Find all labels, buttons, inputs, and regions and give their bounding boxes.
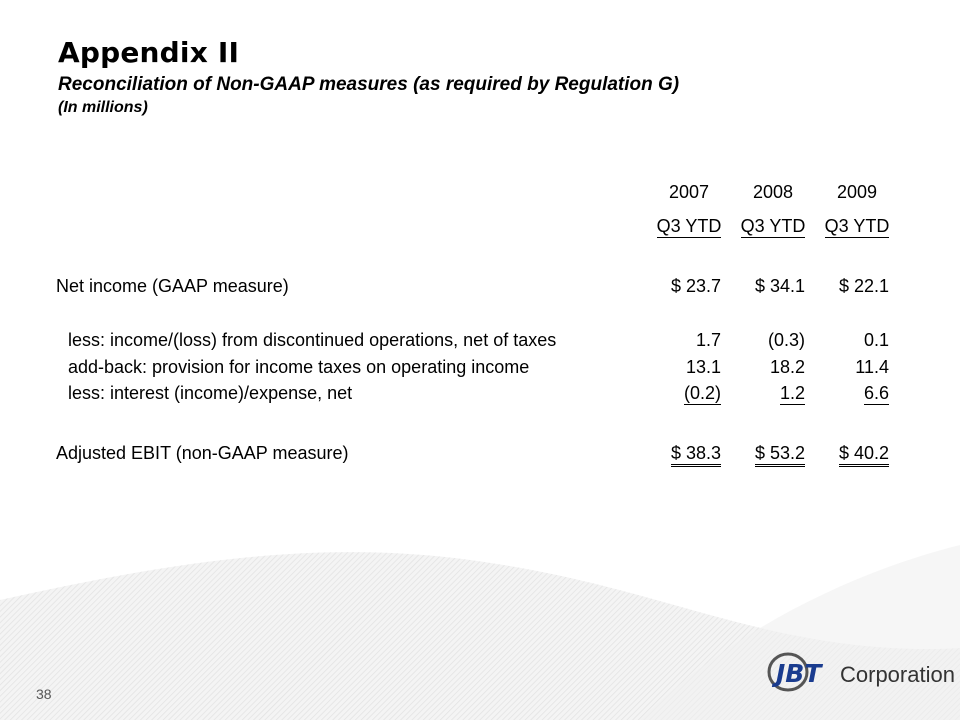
row-label-net-income: Net income (GAAP measure) (56, 276, 289, 296)
table-cell: $ 40.2 (817, 443, 889, 464)
table-cell: $ 53.2 (733, 443, 805, 464)
table-cell: $ 23.7 (670, 276, 721, 296)
table-cell: $ 38.3 (649, 443, 721, 464)
year-header-2007: 2007 (668, 182, 710, 202)
row-label-income-taxes: add-back: provision for income taxes on operating income (68, 357, 530, 377)
table-cell: 1.2 (779, 383, 805, 403)
table-cell: (0.3) (767, 330, 805, 350)
logo-text: Corporation (840, 662, 955, 687)
table-cell: 11.4 (855, 357, 889, 377)
row-label-discontinued-ops: less: income/(loss) from discontinued operations, net of taxes (68, 330, 557, 350)
table-cell: 18.2 (769, 357, 805, 377)
period-header: Q3 YTD (740, 216, 806, 236)
units-note: (In millions) (58, 99, 148, 116)
logo-mark: JBT (776, 659, 822, 688)
table-cell: $ 34.1 (754, 276, 805, 296)
table-cell: 13.1 (685, 357, 721, 377)
row-label-adjusted-ebit: Adjusted EBIT (non-GAAP measure) (56, 443, 349, 463)
table-cell: (0.2) (683, 383, 721, 403)
period-header: Q3 YTD (656, 216, 722, 236)
table-cell: 0.1 (863, 330, 889, 350)
year-header-2008: 2008 (752, 182, 794, 202)
slide-subtitle: Reconciliation of Non-GAAP measures (as required by Regulation G) (58, 74, 680, 95)
year-header-2009: 2009 (836, 182, 878, 202)
slide-title: Appendix II (58, 36, 240, 69)
table-cell: $ 22.1 (838, 276, 889, 296)
table-cell: 6.6 (863, 383, 889, 403)
table-cell: 1.7 (695, 330, 721, 350)
row-label-interest: less: interest (income)/expense, net (68, 383, 353, 403)
period-header: Q3 YTD (824, 216, 890, 236)
page-number: 38 (36, 686, 52, 702)
